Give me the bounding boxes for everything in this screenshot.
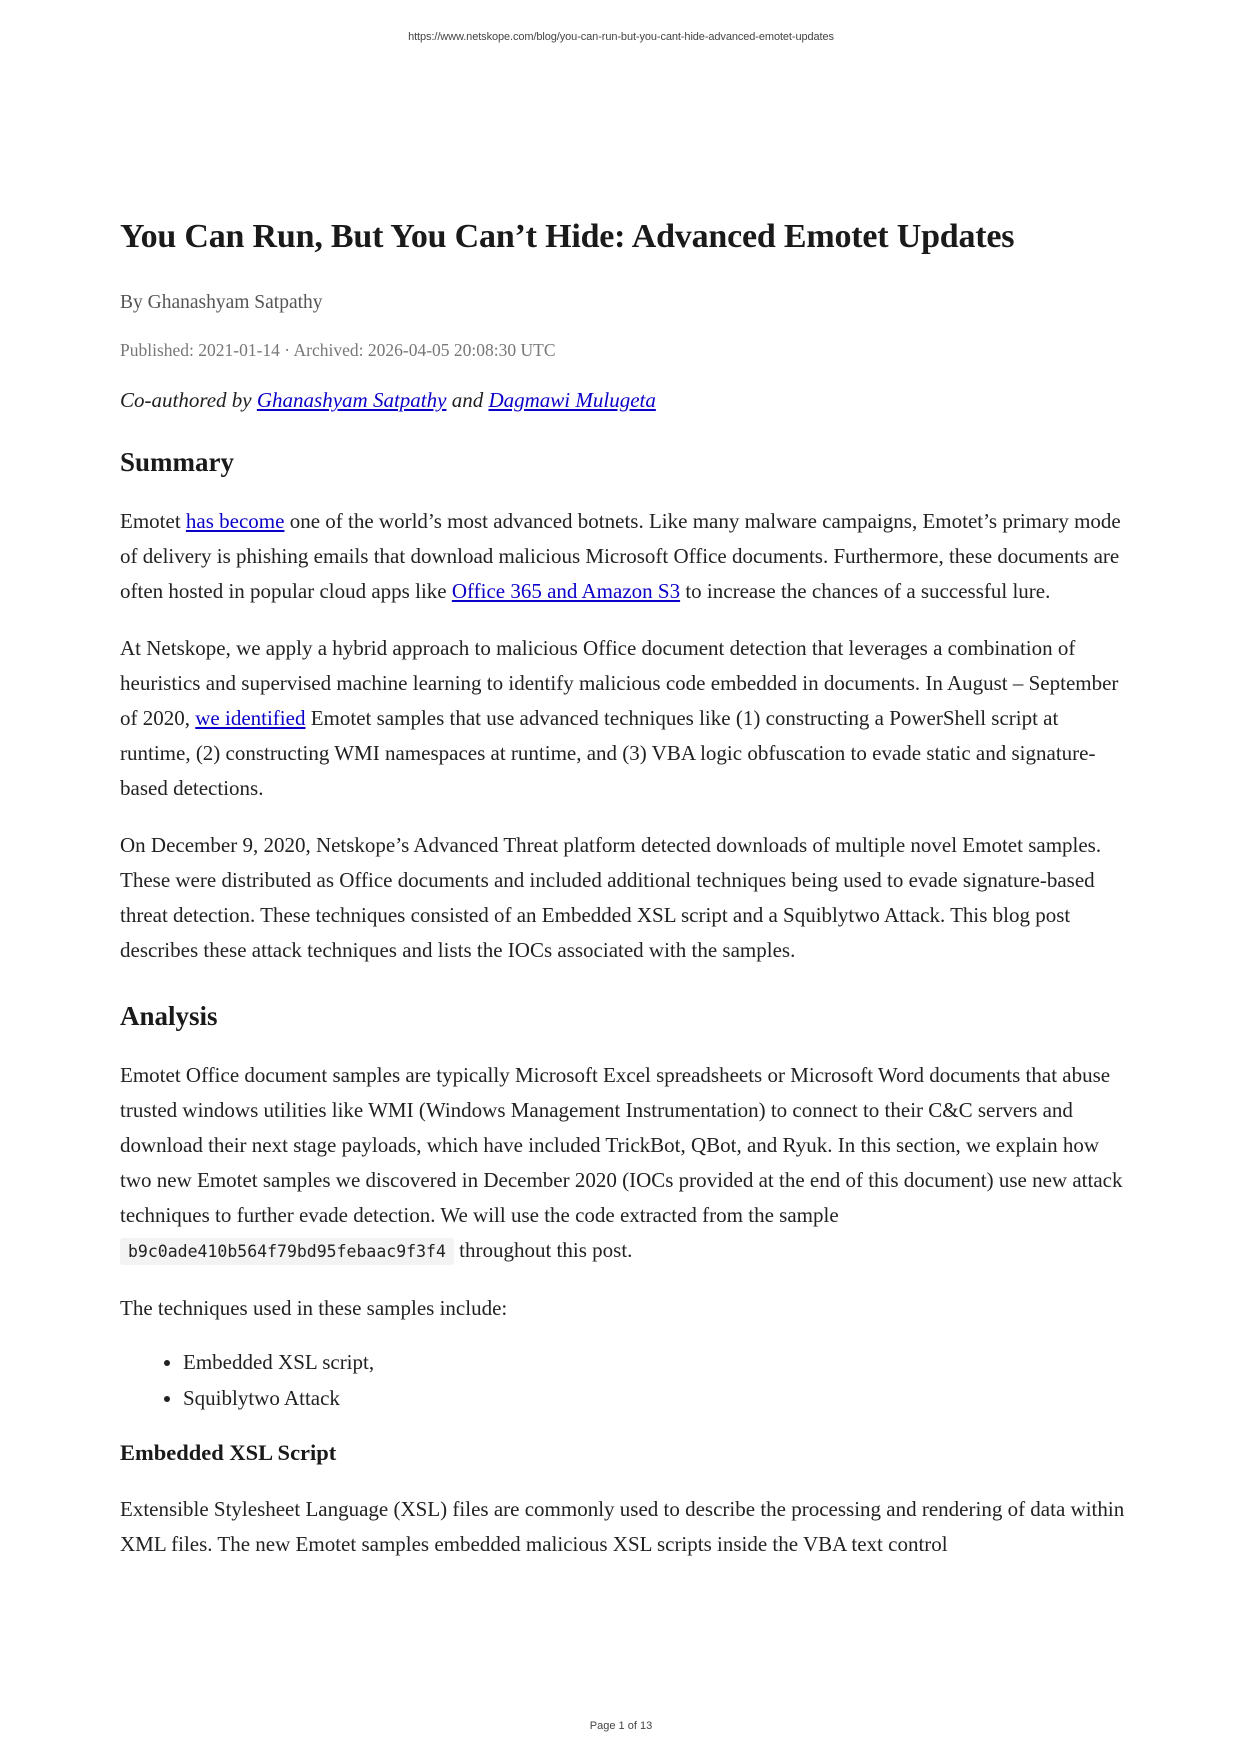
text-span: to increase the chances of a successful lure.: [680, 579, 1051, 603]
summary-paragraph-2: [120, 631, 1130, 806]
we-identified-link[interactable]: we identified: [195, 706, 306, 730]
coauthor-prefix: Co-authored by: [120, 388, 257, 412]
summary-paragraph-1: [120, 504, 1130, 609]
author-link-dagmawi[interactable]: Dagmawi Mulugeta: [488, 388, 656, 412]
list-item: • Embedded XSL script,: [183, 1344, 1130, 1380]
text-span: Emotet Office document samples are typically Microsoft Excel spreadsheets or Microsoft Word documents that abuse trusted windows utilities like WMI (Windows Management Instrumentation) to connect to their C&C servers and download their next stage payloads, which have included TrickBot, QBot, and Ryuk. In this section, we explain how two new Emotet samples we discovered in December 2020 (IOCs provided at the end of this document) use new attack techniques to further evade detection. We will use the code extracted from the sample: [120, 1063, 1123, 1227]
office365-amazon-s3-link[interactable]: Office 365 and Amazon S3: [451, 579, 681, 603]
has-become-link[interactable]: has become: [185, 509, 285, 533]
embedded-xsl-heading: Embedded XSL Script: [120, 1440, 337, 1465]
sample-hash-code: b9c0ade410b564f79bd95febaac9f3f4: [120, 1238, 454, 1265]
article-byline: By Ghanashyam Satpathy: [120, 292, 323, 313]
summary-heading: Summary: [120, 447, 234, 477]
summary-paragraph-3: On December 9, 2020, Netskope’s Advanced Threat platform detected downloads of multiple novel Emotet samples. These were distributed as Office documents and included additional techniques being used to evade signature-based threat detection. These techniques consisted of an Embedded XSL script and a Squiblytwo Attack. This blog post describes these attack techniques and lists the IOCs associated with the samples.: [120, 833, 1102, 962]
analysis-heading: Analysis: [120, 1001, 218, 1031]
xsl-paragraph-1: Extensible Stylesheet Language (XSL) files are commonly used to describe the processing and rendering of data within XML files. The new Emotet samples embedded malicious XSL scripts inside the VBA text control: [120, 1497, 1125, 1556]
coauthor-joiner: and: [446, 388, 489, 412]
techniques-list: [120, 1344, 1130, 1416]
article-meta: Published: 2021-01-14 · Archived: 2026-04-05 20:08:30 UTC: [120, 340, 556, 360]
analysis-paragraph-2: The techniques used in these samples include:: [120, 1296, 508, 1320]
page-url-header: https://www.netskope.com/blog/you-can-run-but-you-cant-hide-advanced-emotet-updates: [408, 31, 834, 43]
text-span: one of the world’s most advanced botnets. Like many malware campaigns, Emotet’s primary mode of delivery is phishing emails that download malicious Microsoft Office documents. Furthermore, these documents are often hosted in popular cloud apps like: [120, 509, 1121, 603]
text-span: throughout this post.: [453, 1238, 633, 1262]
list-item: • Squiblytwo Attack: [183, 1380, 1130, 1416]
analysis-paragraph-1: [120, 1058, 1130, 1269]
text-span: At Netskope, we apply a hybrid approach to malicious Office document detection that leverages a combination of heuristics and supervised machine learning to identify malicious code embedded in documents. In August – September of 2020,: [120, 636, 1119, 730]
text-span: Emotet: [120, 509, 186, 533]
author-link-ghanashyam[interactable]: Ghanashyam Satpathy: [256, 388, 447, 412]
coauthor-line: [120, 386, 1130, 414]
text-span: Emotet samples that use advanced techniques like (1) constructing a PowerShell script at runtime, (2) constructing WMI namespaces at runtime, and (3) VBA logic obfuscation to evade static and signature-based detections.: [120, 706, 1096, 800]
page-number: Page 1 of 13: [589, 1720, 653, 1732]
article-title: You Can Run, But You Can’t Hide: Advanced Emotet Updates: [120, 218, 1015, 255]
article: [120, 212, 1130, 1562]
